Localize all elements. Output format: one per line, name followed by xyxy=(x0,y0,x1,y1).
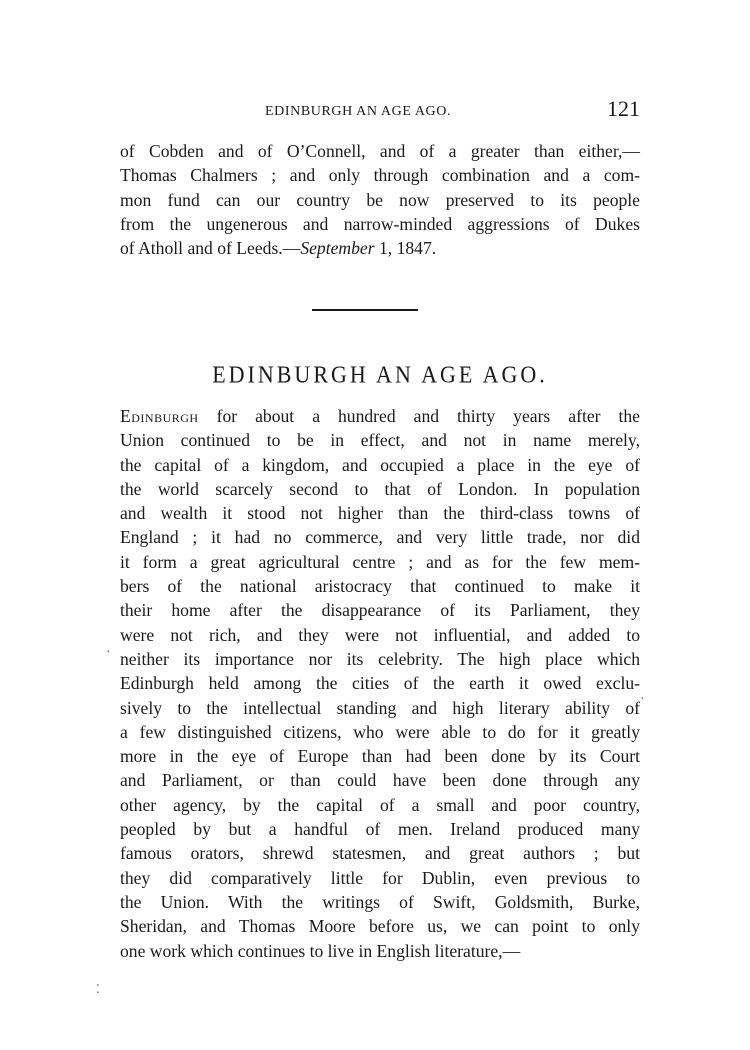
text-line: Thomas Chalmers ; and only through combination and a com- xyxy=(120,165,640,186)
text-line: they did comparatively little for Dublin, even previous to xyxy=(120,867,640,888)
text-line: the world scarcely second to that of London. In population xyxy=(120,478,640,499)
text-fragment: for about a hundred and thirty years after the xyxy=(198,406,640,426)
text-line: a few distinguished citizens, who were able to do for it greatly xyxy=(120,721,640,742)
text-line-first xyxy=(120,404,640,428)
text-line: their home after the disappearance of its Parliament, they xyxy=(120,600,640,621)
text-line: peopled by but a handful of men. Ireland produced many xyxy=(120,819,640,840)
text-line: it form a great agricultural centre ; and as for the few mem- xyxy=(120,551,640,572)
text-line: the capital of a kingdom, and occupied a place in the eye of xyxy=(120,454,640,475)
running-title: EDINBURGH AN AGE AGO. xyxy=(265,104,452,119)
text-line: of Cobden and of O’Connell, and of a greater than either,— xyxy=(120,141,640,161)
date-month: September xyxy=(300,238,375,259)
text-line: England ; it had no commerce, and very little trade, nor did xyxy=(120,527,640,548)
text-line: mon fund can our country be now preserved to its people xyxy=(120,189,640,210)
text-line: sively to the intellectual standing and high literary ability of xyxy=(120,697,640,718)
running-head xyxy=(120,96,640,126)
text-line: one work which continues to live in English literature,— xyxy=(120,940,521,961)
text-fragment: of Atholl and of Leeds.— xyxy=(120,238,301,259)
article-paragraph xyxy=(120,404,640,963)
text-line: neither its importance nor its celebrity. The high place which xyxy=(120,648,640,669)
text-line: other agency, by the capital of a small and poor country, xyxy=(120,794,640,815)
text-line: Edinburgh held among the cities of the earth it owed exclu- xyxy=(120,673,640,694)
margin-speck: · xyxy=(640,692,645,707)
text-line: famous orators, shrewd statesmen, and great authors ; but xyxy=(120,843,640,864)
text-line: Sheridan, and Thomas Moore before us, we can point to only xyxy=(120,916,640,937)
continued-paragraph xyxy=(120,139,640,260)
margin-speck: · xyxy=(106,645,111,660)
text-line: were not rich, and they were not influential, and added to xyxy=(120,624,640,645)
page-number: 121 xyxy=(607,96,640,121)
text-line: Union continued to be in effect, and not in name merely, xyxy=(120,430,640,451)
text-line: and Parliament, or than could have been done through any xyxy=(120,770,640,791)
text-line: from the ungenerous and narrow-minded aggressions of Dukes xyxy=(120,213,640,234)
text-line: the Union. With the writings of Swift, Goldsmith, Burke, xyxy=(120,891,640,912)
text-line: more in the eye of Europe than had been done by its Court xyxy=(120,746,640,767)
text-line-dated xyxy=(120,236,640,260)
text-line: bers of the national aristocracy that continued to make it xyxy=(120,576,640,597)
text-line: and wealth it stood not higher than the third-class towns of xyxy=(120,503,640,524)
section-heading: EDINBURGH AN AGE AGO. xyxy=(212,360,548,388)
margin-speck: ⁚ xyxy=(96,982,100,996)
opening-word: Edinburgh xyxy=(120,406,199,426)
section-divider xyxy=(312,309,418,311)
date-rest: 1, 1847. xyxy=(374,238,437,259)
